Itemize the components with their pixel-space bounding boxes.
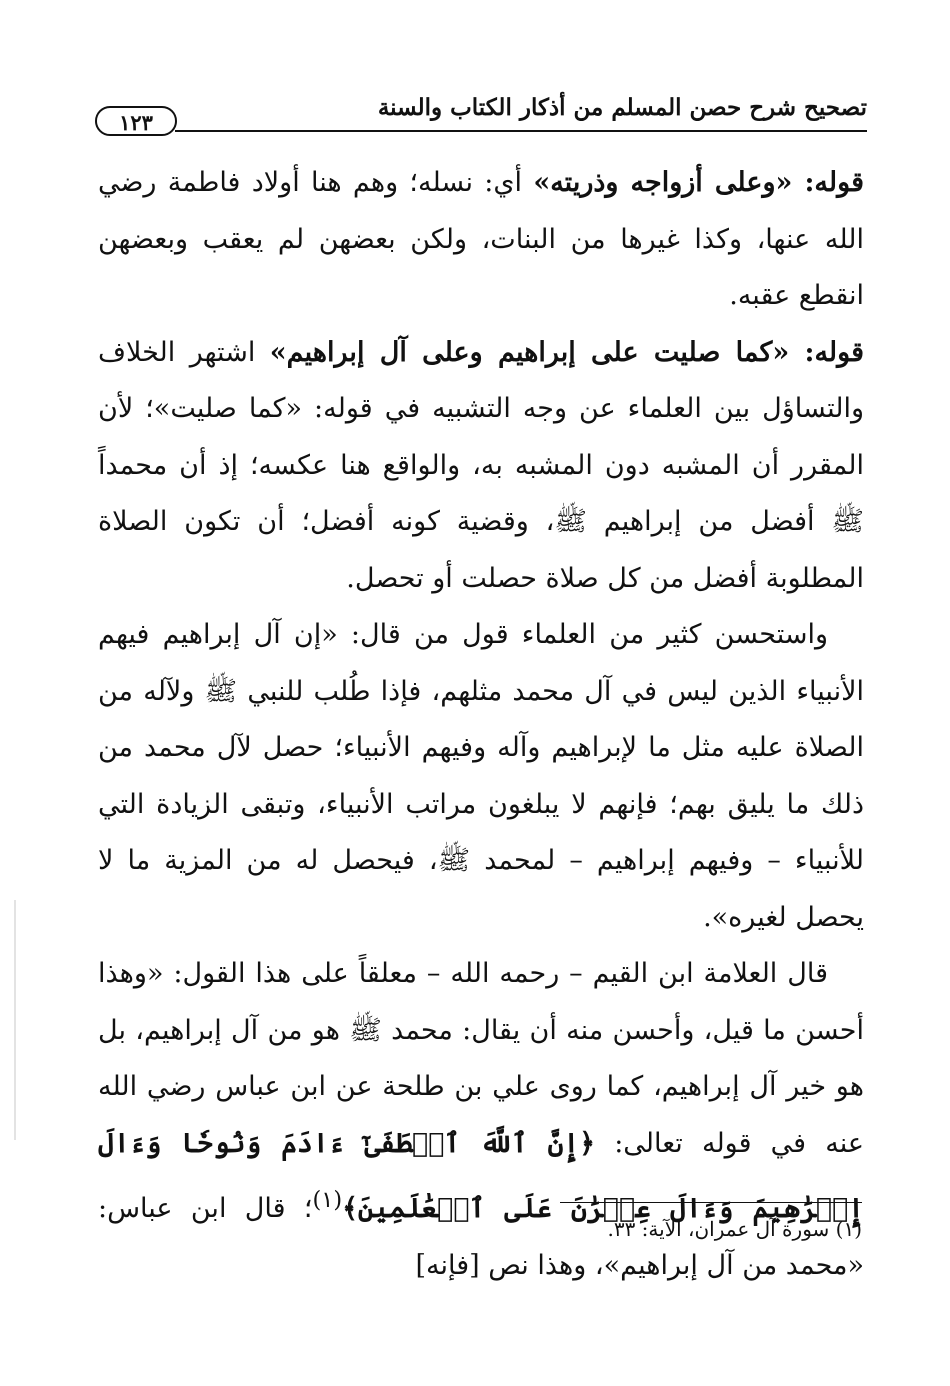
scan-edge-mark <box>14 900 16 1140</box>
paragraph-4-text-before: قال العلامة ابن القيم – رحمه الله – معلقاً على هذا القول: «وهذا أحسن ما قيل، وأحسن منه أن يقال: محمد ﷺ هو من آل إبراهيم، بل هو خير آل إبراهيم، كما روى علي بن طلحة عن ابن عباس رضي الله عنه في قوله تعالى: <box>98 958 864 1159</box>
running-header <box>95 92 867 140</box>
header-title: تصحيح شرح حصن المسلم من أذكار الكتاب والسنة <box>377 94 867 121</box>
quran-verse: ﴿إِنَّ ٱللَّهَ ٱصۡطَفَىٰٓ ءَادَمَ وَنُوحٗا وَءَالَ إِبۡرَٰهِيمَ وَءَالَ عِمۡرَٰنَ عَلَى ٱلۡعَٰلَمِينَ﴾ <box>98 1127 864 1224</box>
paragraph-2-lead: قوله: «كما صليت على إبراهيم وعلى آل إبراهيم» <box>269 336 865 368</box>
paragraph-2 <box>98 325 864 608</box>
footnote-reference[interactable]: (١) <box>312 1187 343 1213</box>
paragraph-3 <box>98 607 864 946</box>
paragraph-1-lead: قوله: «وعلى أزواجه وذريته» <box>533 167 864 198</box>
paragraph-1 <box>98 155 864 325</box>
paragraph-4 <box>98 946 864 1294</box>
paragraph-4-text-after: ؛ قال ابن عباس: «محمد من آل إبراهيم»، وهذا نص [فإنه] <box>98 1193 864 1281</box>
page-number: ١٢٣ <box>95 106 177 136</box>
paragraph-3-text: واستحسن كثير من العلماء قول من قال: «إن آل إبراهيم فيهم الأنبياء الذين ليس في آل محمد مثلهم، فإذا طُلب للنبي ﷺ ولآله من الصلاة عليه مثل ما لإبراهيم وآله وفيهم الأنبياء؛ حصل لآل محمد من ذلك ما يليق بهم؛ فإنهم لا يبلغون مراتب الأنبياء، وتبقى الزيادة التي للأنبياء – وفيهم إبراهيم – لمحمد ﷺ، فيحصل له من المزية ما لا يحصل لغيره». <box>98 619 864 933</box>
header-rule <box>175 130 867 132</box>
footnote: (١) سورة آل عمران، الآية: ٣٣. <box>607 1217 862 1241</box>
paragraph-2-text: اشتهر الخلاف والتساؤل بين العلماء عن وجه التشبيه في قوله: «كما صليت»؛ لأن المقرر أن المشبه دون المشبه به، والواقع هنا عكسه؛ إذ أن محمداً ﷺ أفضل من إبراهيم ﷺ، وقضية كونه أفضل؛ أن تكون الصلاة المطلوبة أفضل من كل صلاة حصلت أو تحصل. <box>98 336 864 594</box>
paragraph-1-text: أي: نسله؛ وهم هنا أولاد فاطمة رضي الله عنها، وكذا غيرها من البنات، ولكن بعضهن لم يعقب وبعضهن انقطع عقبه. <box>98 167 864 311</box>
body-text <box>98 155 864 1294</box>
footnote-rule <box>560 1202 862 1203</box>
